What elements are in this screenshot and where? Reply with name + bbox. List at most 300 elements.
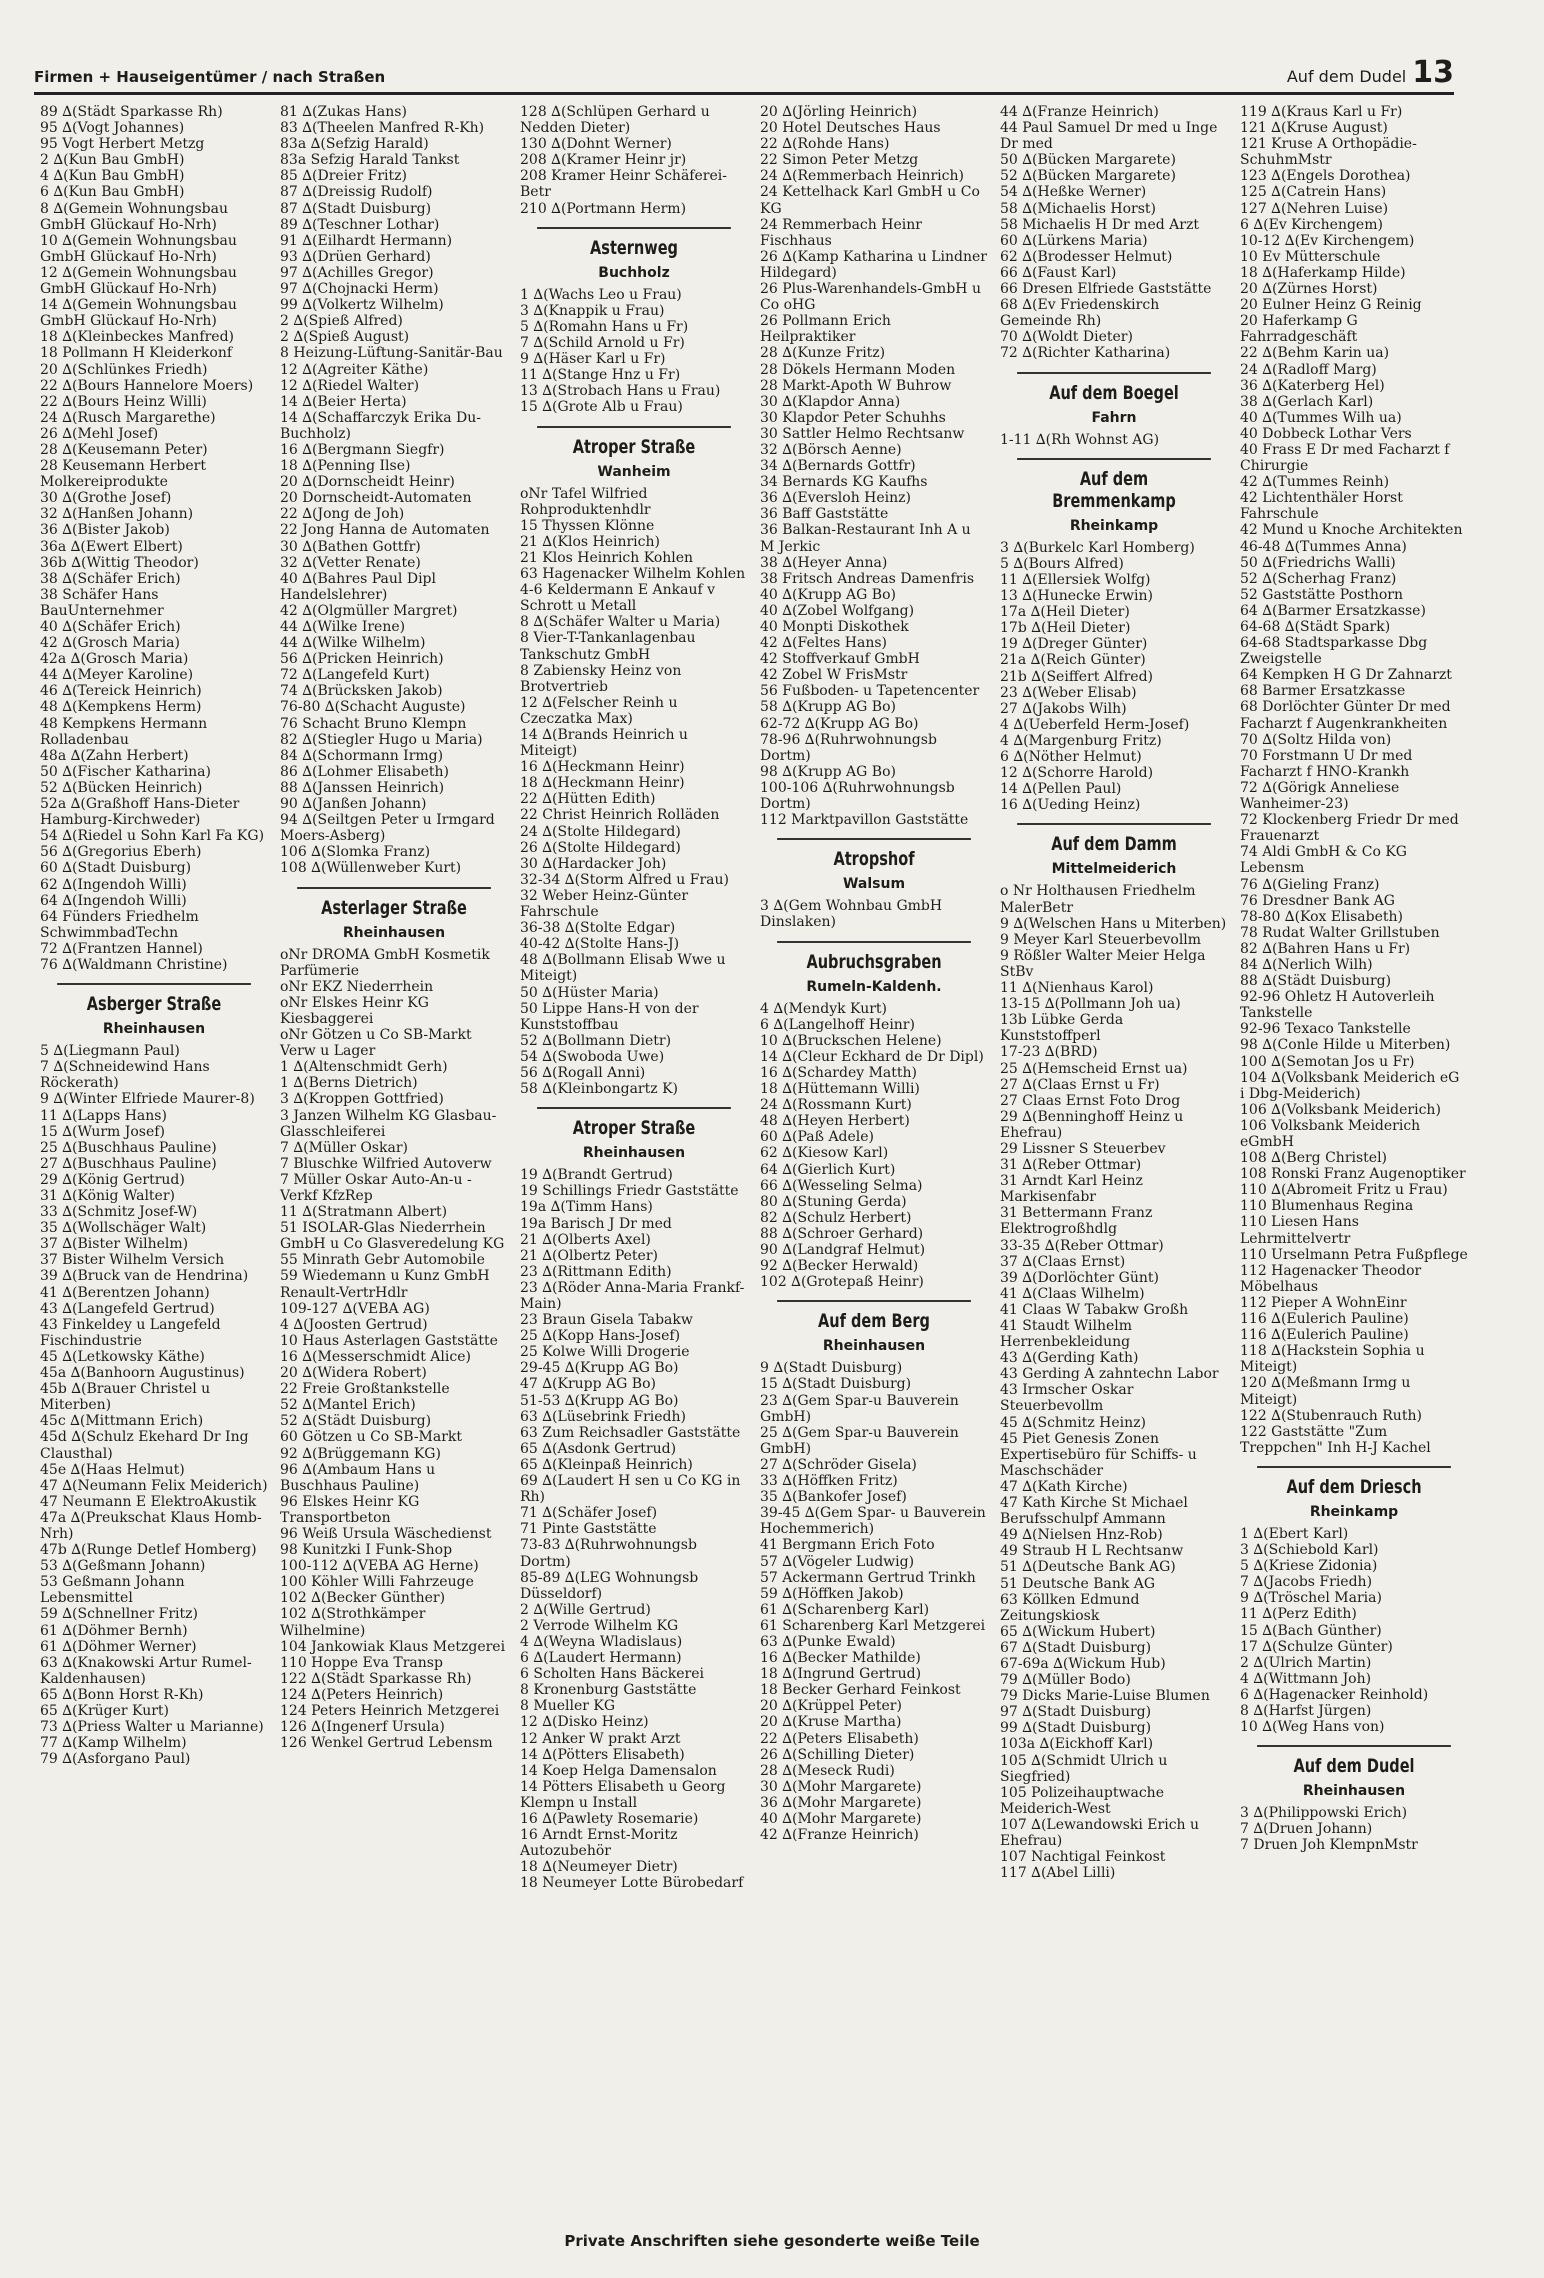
directory-entry: 14 ∆(Cleur Eckhard de Dr Dipl) [760, 1048, 984, 1065]
directory-entry: 12 ∆(Gemein Wohnungsbau GmbH Glückauf Ho-Nrh) [40, 264, 237, 298]
directory-entry: 29 Lissner S Steuerbev [1000, 1140, 1166, 1157]
directory-entry: 42 ∆(Tummes Reinh) [1240, 474, 1390, 491]
district-heading: Wanheim [597, 463, 671, 480]
district-heading: Rheinhausen [1302, 1783, 1406, 1800]
directory-entry: 52 ∆(Mantel Erich) [280, 1397, 416, 1414]
directory-entry: 99 ∆(Volkertz Wilhelm) [280, 297, 444, 314]
directory-entry: 18 Becker Gerhard Feinkost [760, 1682, 961, 1699]
directory-entry: 65 ∆(Wickum Hubert) [1000, 1623, 1156, 1640]
directory-entry: 19 ∆(Dreger Günter) [1000, 636, 1148, 653]
directory-entry: 15 ∆(Bach Günther) [1240, 1622, 1382, 1639]
directory-entry: 58 ∆(Kleinbongartz K) [520, 1081, 678, 1098]
directory-entry: 85 ∆(Dreier Fritz) [280, 168, 407, 185]
directory-entry: 81 ∆(Zukas Hans) [280, 104, 407, 120]
directory-entry: 66 ∆(Faust Karl) [1000, 264, 1117, 281]
directory-entry: 56 Fußboden- u Tapetencenter [760, 683, 980, 700]
directory-entry: oNr Götzen u Co SB-Markt Verw u Lager [280, 1027, 472, 1060]
directory-entry: 112 Pieper A WohnEinr [1240, 1294, 1407, 1311]
directory-entry: 47 Kath Kirche St Michael Berufsschulpf Ammann [1000, 1495, 1188, 1528]
directory-entry: oNr DROMA GmbH Kosmetik Parfümerie [280, 946, 490, 979]
directory-entry: 110 Blumenhaus Regina [1240, 1198, 1414, 1215]
directory-entry: 63 ∆(Punke Ewald) [760, 1633, 896, 1650]
directory-entry: 92-96 Texaco Tankstelle [1240, 1021, 1411, 1038]
directory-entry: 47 ∆(Krupp AG Bo) [520, 1376, 656, 1393]
directory-entry: 52 ∆(Scherhag Franz) [1240, 570, 1397, 587]
directory-entry: 36a ∆(Ewert Elbert) [40, 538, 183, 555]
directory-entry: 14 ∆(Gemein Wohnungsbau GmbH Glückauf Ho-Nrh) [40, 297, 237, 330]
directory-entry: 22 ∆(Behm Karin ua) [1240, 345, 1390, 362]
directory-entry: 31 Bettermann Franz Elektrogroßhdlg [1000, 1205, 1153, 1238]
directory-entry: 30 Sattler Helmo Rechtsanw [760, 425, 965, 442]
directory-entry: 87 ∆(Dreissig Rudolf) [280, 184, 433, 201]
directory-entry: 31 ∆(König Walter) [40, 1188, 175, 1204]
directory-entry: 62 ∆(Brodesser Helmut) [1000, 248, 1173, 265]
directory-entry: 36 Balkan-Restaurant Inh A u M Jerkic [760, 522, 971, 555]
directory-entry: 7 Müller Oskar Auto-An-u -Verkf KfzRep [280, 1171, 472, 1204]
directory-entry: 41 ∆(Claas Wilhelm) [1000, 1285, 1145, 1302]
directory-entry: 55 Minrath Gebr Automobile [280, 1252, 485, 1269]
directory-entry: 2 ∆(Wille Gertrud) [520, 1601, 651, 1618]
directory-entry: 54 ∆(Swoboda Uwe) [520, 1048, 665, 1065]
directory-entry: 25 Kolwe Willi Drogerie [520, 1344, 690, 1361]
directory-entry: 2 Verrode Wilhelm KG [520, 1617, 679, 1634]
directory-entry: 7 ∆(Müller Oskar) [280, 1139, 408, 1156]
directory-entry: 82 ∆(Schulz Herbert) [760, 1209, 912, 1226]
directory-entry: 87 ∆(Stadt Duisburg) [280, 200, 432, 217]
directory-entry: 37 Bister Wilhelm Versich [40, 1252, 225, 1269]
directory-entry: 53 ∆(Geßmann Johann) [40, 1558, 206, 1575]
directory-entry: 27 ∆(Schröder Gisela) [760, 1456, 917, 1473]
directory-entry: 61 Scharenberg Karl Metzgerei [760, 1617, 986, 1634]
directory-entry: 70 ∆(Woldt Dieter) [1000, 329, 1133, 346]
directory-entry: 38 Schäfer Hans BauUnternehmer [40, 586, 164, 619]
directory-entry: 78-80 ∆(Kox Elisabeth) [1240, 908, 1403, 925]
directory-entry: 112 Marktpavillon Gaststätte [760, 812, 969, 829]
directory-entry: 45 Piet Genesis Zonen Expertisebüro für Schiffs- u Maschschäder [1000, 1430, 1197, 1479]
directory-entry: 45a ∆(Banhoorn Augustinus) [40, 1365, 245, 1382]
directory-entry: 33-35 ∆(Reber Ottmar) [1000, 1237, 1164, 1254]
directory-entry: 58 ∆(Krupp AG Bo) [760, 699, 896, 716]
directory-entry: 112 Hagenacker Theodor Möbelhaus [1240, 1262, 1422, 1295]
directory-entry: 54 ∆(Heßke Werner) [1000, 184, 1147, 201]
directory-entry: 90 ∆(Janßen Johann) [280, 796, 427, 813]
directory-entry: 47 ∆(Kath Kirche) [1000, 1478, 1128, 1495]
directory-entry: 7 Druen Joh KlempnMstr [1240, 1837, 1418, 1854]
directory-entry: 23 ∆(Rittmann Edith) [520, 1263, 672, 1280]
directory-entry: 57 ∆(Vögeler Ludwig) [760, 1553, 915, 1570]
directory-entry: 22 ∆(Hütten Edith) [520, 791, 656, 808]
directory-entry: 36b ∆(Wittig Theodor) [40, 554, 199, 571]
directory-entry: 130 ∆(Dohnt Werner) [520, 136, 672, 153]
directory-entry: 14 ∆(Pellen Paul) [1000, 781, 1122, 798]
directory-entry: 39 ∆(Bruck van de Hendrina) [40, 1268, 249, 1285]
directory-entry: oNr Tafel Wilfried Rohproduktenhdlr [520, 485, 651, 518]
directory-entry: 8 ∆(Harfst Jürgen) [1240, 1703, 1372, 1719]
directory-entry: 8 Mueller KG [520, 1698, 616, 1715]
directory-entry: 64 Kempken H G Dr Zahnarzt [1240, 667, 1452, 684]
directory-entry: 21 ∆(Klos Heinrich) [520, 533, 660, 550]
directory-entry: 44 ∆(Wilke Irene) [280, 619, 406, 635]
directory-entry: 42 ∆(Franze Heinrich) [760, 1827, 919, 1844]
directory-entry: 32 ∆(Vetter Renate) [280, 554, 421, 571]
running-head [1287, 55, 1454, 90]
directory-entry: 64 ∆(Gierlich Kurt) [760, 1161, 896, 1178]
directory-entry: 49 Straub H L Rechtsanw [1000, 1543, 1184, 1560]
directory-entry: 41 ∆(Berentzen Johann) [40, 1284, 210, 1301]
district-heading: Buchholz [598, 264, 670, 281]
directory-entry: 85-89 ∆(LEG Wohnungsb Düsseldorf) [520, 1569, 699, 1602]
directory-entry: 21 ∆(Olbertz Peter) [520, 1247, 658, 1264]
directory-entry: 40 ∆(Zobel Wolfgang) [760, 602, 915, 619]
directory-entry: 47b ∆(Runge Detlef Homberg) [40, 1542, 257, 1559]
directory-entry: 70 Forstmann U Dr med Facharzt f HNO-Krankh [1240, 747, 1413, 780]
directory-entry: 64 ∆(Ingendoh Willi) [40, 892, 187, 909]
directory-entry: 124 Peters Heinrich Metzgerei [280, 1703, 500, 1719]
directory-entry: 106 Volksbank Meiderich eGmbH [1240, 1117, 1421, 1150]
directory-entry: 72 ∆(Richter Katharina) [1000, 345, 1171, 362]
directory-entry: 51 ∆(Deutsche Bank AG) [1000, 1559, 1176, 1576]
directory-entry: 100 Köhler Willi Fahrzeuge [280, 1574, 474, 1591]
directory-entry: 52 ∆(Bücken Heinrich) [40, 779, 203, 796]
directory-entry: 38 ∆(Schäfer Erich) [40, 570, 181, 587]
directory-entry: 40 ∆(Schäfer Erich) [40, 619, 181, 635]
directory-entry: 35 ∆(Bankofer Josef) [760, 1489, 907, 1506]
directory-entry: 96 ∆(Ambaum Hans u Buschhaus Pauline) [280, 1461, 436, 1494]
directory-entry: 41 Staudt Wilhelm Herrenbekleidung [1000, 1318, 1133, 1351]
directory-entry: 68 ∆(Ev Friedenskirch Gemeinde Rh) [1000, 297, 1160, 330]
directory-entry: oNr Elskes Heinr KG Kiesbaggerei [280, 994, 429, 1027]
directory-entry: 128 ∆(Schlüpen Gerhard u Nedden Dieter) [520, 104, 710, 137]
directory-entry: 19 ∆(Brandt Gertrud) [520, 1167, 673, 1184]
directory-entry: 96 Elskes Heinr KG Transportbeton [280, 1493, 420, 1526]
district-heading: Rheinkamp [1309, 1503, 1399, 1520]
directory-entry: 3 ∆(Schiebold Karl) [1240, 1542, 1379, 1559]
directory-entry: 76 Schacht Bruno Klempn [280, 715, 467, 732]
directory-entry: 43 Gerding A zahntechn Labor [1000, 1366, 1219, 1383]
directory-entry: 37 ∆(Bister Wilhelm) [40, 1236, 189, 1253]
directory-entry: 14 ∆(Pötters Elisabeth) [520, 1746, 685, 1763]
directory-entry: 20 Eulner Heinz G Reinig [1240, 297, 1422, 314]
directory-entry: 83 ∆(Theelen Manfred R-Kh) [280, 120, 485, 137]
directory-entry: 19a Barisch J Dr med [520, 1215, 672, 1232]
directory-entry: 27 ∆(Jakobs Wilh) [1000, 700, 1127, 717]
street-heading: Aubruchsgraben [777, 941, 971, 973]
directory-entry: 27 ∆(Buschhaus Pauline) [40, 1155, 217, 1172]
district-heading: Rheinhausen [102, 1021, 206, 1038]
directory-entry: 12 ∆(Felscher Reinh u Czeczatka Max) [520, 694, 678, 727]
directory-entry: 83a Sefzig Harald Tankst [280, 152, 460, 169]
directory-entry: 45e ∆(Haas Helmut) [40, 1461, 185, 1478]
directory-entry: 65 ∆(Krüger Kurt) [40, 1703, 170, 1719]
directory-entry: 20 ∆(Kruse Martha) [760, 1714, 902, 1731]
directory-entry: 60 ∆(Stadt Duisburg) [40, 860, 192, 877]
directory-entry: 68 Dorlöchter Günter Dr med Facharzt f Augenkrankheiten [1240, 699, 1451, 732]
directory-entry: 32 ∆(Hanßen Johann) [40, 506, 194, 523]
directory-entry: 42 Mund u Knoche Architekten [1240, 522, 1463, 539]
directory-entry: 9 ∆(Tröschel Maria) [1240, 1590, 1382, 1607]
directory-entry: 8 Vier-T-Tankanlagenbau Tankschutz GmbH [520, 630, 696, 663]
directory-entry: 30 Klapdor Peter Schuhhs [760, 409, 946, 426]
directory-entry: 8 ∆(Gemein Wohnungsbau GmbH Glückauf Ho-Nrh) [40, 200, 228, 233]
directory-entry: 72 ∆(Langefeld Kurt) [280, 667, 430, 684]
directory-entry: 22 ∆(Bours Heinz Willi) [40, 393, 207, 410]
directory-entry: 8 Heizung-Lüftung-Sanitär-Bau [280, 345, 503, 362]
directory-entry: 48a ∆(Zahn Herbert) [40, 747, 189, 764]
directory-entry: 18 ∆(Ingrund Gertrud) [760, 1666, 922, 1683]
directory-entry: 26 ∆(Mehl Josef) [40, 425, 159, 442]
directory-entry: 100-112 ∆(VEBA AG Herne) [280, 1558, 479, 1575]
directory-entry: 78 Rudat Walter Grillstuben [1240, 924, 1440, 941]
directory-entry: 26 ∆(Stolte Hildegard) [520, 839, 681, 856]
directory-entry: 35 ∆(Wollschäger Walt) [40, 1220, 207, 1237]
directory-entry: 18 ∆(Hüttemann Willi) [760, 1081, 920, 1098]
directory-entry: 18 ∆(Heckmann Heinr) [520, 775, 685, 792]
directory-entry: 20 ∆(Jörling Heinrich) [760, 104, 918, 120]
directory-entry: 65 ∆(Kleinpaß Heinrich) [520, 1456, 693, 1473]
directory-entry: 5 ∆(Kriese Zidonia) [1240, 1558, 1378, 1575]
district-heading: Mittelmeiderich [1051, 861, 1177, 878]
directory-entry: 52 ∆(Bücken Margarete) [1000, 168, 1176, 185]
directory-entry: 50 ∆(Hüster Maria) [520, 984, 659, 1001]
directory-entry: 22 ∆(Bours Hannelore Moers) [40, 377, 254, 394]
directory-entry: 103a ∆(Eickhoff Karl) [1000, 1736, 1154, 1753]
directory-entry: 25 ∆(Kopp Hans-Josef) [520, 1328, 681, 1345]
directory-entry: 108 Ronski Franz Augenoptiker [1240, 1166, 1466, 1183]
directory-entry: 52 ∆(Städt Duisburg) [280, 1413, 432, 1430]
directory-entry: 40 ∆(Krupp AG Bo) [760, 586, 896, 603]
district-heading: Rheinhausen [822, 1338, 926, 1355]
directory-entry: 57 Ackermann Gertrud Trinkh [760, 1569, 976, 1586]
directory-entry: 123 ∆(Engels Dorothea) [1240, 168, 1411, 185]
page-section-title: Firmen + Hauseigentümer / nach Straßen [34, 68, 386, 86]
directory-entry: 109-127 ∆(VEBA AG) [280, 1300, 430, 1317]
directory-entry: 50 ∆(Bücken Margarete) [1000, 152, 1176, 169]
directory-entry: 5 ∆(Romahn Hans u Fr) [520, 318, 689, 335]
directory-entry: 41 Claas W Tabakw Großh [1000, 1301, 1189, 1318]
directory-entry: 8 Zabiensky Heinz von Brotvertrieb [520, 662, 682, 695]
district-heading: Rheinhausen [582, 1145, 686, 1162]
directory-entry: 1-11 ∆(Rh Wohnst AG) [1000, 431, 1160, 448]
directory-entry: 38 ∆(Heyer Anna) [760, 554, 888, 571]
directory-entry: 36 ∆(Bister Jakob) [40, 522, 170, 539]
directory-entry: 59 ∆(Höffken Jakob) [760, 1585, 904, 1602]
directory-entry: 42 Stoffverkauf GmbH [760, 651, 920, 668]
directory-entry: 37 ∆(Claas Ernst) [1000, 1253, 1126, 1270]
directory-entry: 1 ∆(Wachs Leo u Frau) [520, 286, 682, 303]
directory-entry: 121 ∆(Kruse August) [1240, 120, 1388, 137]
directory-entry: 36 Baff Gaststätte [760, 506, 889, 523]
directory-entry: 25 ∆(Buschhaus Pauline) [40, 1139, 217, 1156]
column-1 [34, 104, 274, 2214]
directory-entry: 60 Götzen u Co SB-Markt [280, 1429, 463, 1446]
directory-entry: 4 ∆(Wittmann Joh) [1240, 1670, 1372, 1687]
directory-entry: 34 Bernards KG Kaufhs [760, 474, 928, 491]
directory-entry: 1 ∆(Berns Dietrich) [280, 1075, 418, 1092]
page-number: 13 [1412, 55, 1454, 90]
directory-entry: 42 ∆(Grosch Maria) [40, 635, 180, 652]
directory-entry: 30 ∆(Grothe Josef) [40, 490, 172, 507]
directory-entry: 26 ∆(Schilling Dieter) [760, 1746, 915, 1763]
directory-entry: 208 ∆(Kramer Heinr jr) [520, 152, 687, 169]
directory-entry: 2 ∆(Ulrich Martin) [1240, 1654, 1372, 1671]
directory-entry: 30 ∆(Klapdor Anna) [760, 393, 901, 410]
directory-entry: 15 Thyssen Klönne [520, 517, 655, 534]
directory-entry: 22 Freie Großtankstelle [280, 1381, 450, 1398]
directory-entry: 36 ∆(Mohr Margarete) [760, 1794, 922, 1811]
directory-entry: 60 ∆(Paß Adele) [760, 1129, 875, 1146]
directory-entry: 82 ∆(Stiegler Hugo u Maria) [280, 731, 483, 748]
directory-entry: 90 ∆(Landgraf Helmut) [760, 1242, 926, 1258]
directory-entry: 12 ∆(Agreiter Käthe) [280, 361, 429, 378]
directory-entry: 2 ∆(Spieß August) [280, 329, 410, 346]
directory-entry: 124 ∆(Peters Heinrich) [280, 1686, 444, 1703]
directory-entry: 47a ∆(Preukschat Klaus Homb-Nrh) [40, 1509, 262, 1542]
directory-entry: 210 ∆(Portmann Herm) [520, 200, 687, 217]
directory-entry: 76 ∆(Gieling Franz) [1240, 876, 1380, 893]
directory-entry: 44 ∆(Meyer Karoline) [40, 667, 194, 684]
directory-entry: 6 ∆(Laudert Hermann) [520, 1650, 682, 1667]
directory-entry: 89 ∆(Teschner Lothar) [280, 216, 440, 233]
directory-entry: 84 ∆(Schormann Irmg) [280, 747, 444, 764]
directory-entry: 74 ∆(Brücksken Jakob) [280, 683, 443, 700]
street-heading: Asberger Straße [57, 983, 251, 1015]
directory-entry: 22 Christ Heinrich Rolläden [520, 807, 720, 824]
directory-entry: 50 Lippe Hans-H von der Kunststoffbau [520, 1000, 699, 1033]
directory-entry: 20 ∆(Dornscheidt Heinr) [280, 474, 455, 491]
directory-entry: 11 ∆(Stratmann Albert) [280, 1204, 448, 1221]
directory-entry: 79 Dicks Marie-Luise Blumen [1000, 1688, 1210, 1705]
directory-entry: oNr EKZ Niederrhein [280, 978, 434, 995]
directory-entry: 32 ∆(Börsch Aenne) [760, 441, 902, 458]
directory-entry: 15 ∆(Wurm Josef) [40, 1123, 165, 1140]
directory-entry: 25 ∆(Gem Spar-u Bauverein GmbH) [760, 1424, 959, 1457]
district-heading: Fahrn [1091, 409, 1137, 426]
directory-entry: 83a ∆(Sefzig Harald) [280, 136, 429, 153]
directory-entry: 24 ∆(Radloff Marg) [1240, 361, 1377, 378]
directory-entry: 62 ∆(Ingendoh Willi) [40, 876, 187, 893]
directory-entry: 63 Köllken Edmund Zeitungskiosk [1000, 1591, 1140, 1624]
directory-entry: 116 ∆(Eulerich Pauline) [1240, 1311, 1409, 1328]
street-heading: Asternweg [537, 227, 731, 259]
directory-entry: 50 ∆(Fischer Katharina) [40, 763, 211, 780]
directory-entry: 68 Barmer Ersatzkasse [1240, 683, 1406, 700]
directory-entry: 9 Rößler Walter Meier Helga StBv [1000, 947, 1206, 980]
directory-entry: 77 ∆(Kamp Wilhelm) [40, 1735, 187, 1752]
directory-entry: 28 Markt-Apoth W Buhrow [760, 377, 952, 394]
directory-entry: 24 ∆(Stolte Hildegard) [520, 823, 681, 840]
directory-entry: 16 ∆(Pawlety Rosemarie) [520, 1811, 699, 1827]
directory-entry: 45 ∆(Schmitz Heinz) [1000, 1414, 1146, 1431]
directory-entry: 23 Braun Gisela Tabakw [520, 1312, 693, 1329]
directory-entry: 82 ∆(Bahren Hans u Fr) [1240, 940, 1411, 957]
directory-entry: 42 Lichtenthäler Horst Fahrschule [1240, 490, 1403, 523]
directory-entry: 12 ∆(Riedel Walter) [280, 377, 420, 394]
directory-entry: 52 Gaststätte Posthorn [1240, 586, 1403, 603]
directory-entry: 3 ∆(Kroppen Gottfried) [280, 1091, 444, 1108]
directory-entry: 28 Keusemann Herbert Molkereiprodukte [40, 458, 206, 491]
directory-entry: 52 ∆(Bollmann Dietr) [520, 1032, 672, 1049]
directory-entry: 70 ∆(Soltz Hilda von) [1240, 731, 1392, 748]
directory-entry: 42 Zobel W FrisMstr [760, 667, 908, 684]
directory-columns [34, 104, 1474, 2214]
directory-entry: 13b Lübke Gerda Kunststoffperl [1000, 1012, 1124, 1045]
directory-entry: 56 ∆(Gregorius Eberh) [40, 844, 202, 861]
directory-entry: 4-6 Keldermann E Ankauf v Schrott u Metall [520, 582, 716, 615]
directory-entry: 39 ∆(Dorlöchter Günt) [1000, 1269, 1159, 1286]
directory-entry: 42 ∆(Feltes Hans) [760, 635, 887, 652]
directory-entry: 24 ∆(Remmerbach Heinrich) [760, 168, 964, 185]
directory-entry: 62 ∆(Kiesow Karl) [760, 1145, 889, 1162]
directory-entry: 1 ∆(Ebert Karl) [1240, 1525, 1349, 1542]
directory-entry: 20 ∆(Schlünkes Friedh) [40, 361, 208, 378]
directory-entry: 108 ∆(Berg Christel) [1240, 1150, 1388, 1167]
directory-entry: 30 ∆(Mohr Margarete) [760, 1778, 922, 1795]
directory-entry: 66 ∆(Wesseling Selma) [760, 1177, 923, 1194]
directory-entry: 110 Liesen Hans Lehrmittelvertr [1240, 1214, 1359, 1247]
directory-entry: 45b ∆(Brauer Christel u Miterben) [40, 1381, 211, 1414]
directory-entry: 18 Neumeyer Lotte Bürobedarf [520, 1875, 744, 1892]
street-heading: Atroper Straße [537, 1107, 731, 1139]
directory-entry: 38 Fritsch Andreas Damenfris [760, 570, 974, 587]
street-heading: Auf dem Bremmenkamp [1017, 458, 1211, 512]
directory-entry: 22 Simon Peter Metzg [760, 152, 919, 169]
directory-entry: 49 ∆(Nielsen Hnz-Rob) [1000, 1527, 1163, 1544]
directory-entry: 16 ∆(Bergmann Siegfr) [280, 441, 445, 458]
directory-entry: 66 Dresen Elfriede Gaststätte [1000, 281, 1212, 298]
directory-entry: 21 ∆(Olberts Axel) [520, 1231, 651, 1248]
directory-entry: 7 ∆(Jacobs Friedh) [1240, 1574, 1373, 1591]
directory-entry: 23 ∆(Gem Spar-u Bauverein GmbH) [760, 1392, 959, 1425]
directory-entry: 79 ∆(Asforgano Paul) [40, 1751, 191, 1768]
directory-entry: 122 ∆(Stubenrauch Ruth) [1240, 1407, 1422, 1424]
directory-entry: 43 ∆(Gerding Kath) [1000, 1350, 1139, 1367]
directory-entry: 47 ∆(Neumann Felix Meiderich) [40, 1477, 268, 1494]
directory-entry: 38 ∆(Gerlach Karl) [1240, 393, 1374, 410]
directory-entry: 62-72 ∆(Krupp AG Bo) [760, 715, 919, 732]
directory-entry: 14 Koep Helga Damensalon [520, 1762, 717, 1779]
directory-entry: 19a ∆(Timm Hans) [520, 1199, 653, 1216]
directory-entry: 44 ∆(Wilke Wilhelm) [280, 635, 426, 652]
column-5 [994, 104, 1234, 2214]
directory-entry: 51 ISOLAR-Glas Niederrhein GmbH u Co Glasveredelung KG [280, 1220, 505, 1253]
street-heading: Auf dem Driesch [1257, 1466, 1451, 1498]
directory-entry: 110 ∆(Abromeit Fritz u Frau) [1240, 1182, 1448, 1199]
directory-entry: 14 Pötters Elisabeth u Georg Klempn u Install [520, 1778, 726, 1811]
directory-entry: 80 ∆(Stuning Gerda) [760, 1193, 907, 1210]
directory-entry: 76 Dresdner Bank AG [1240, 892, 1395, 909]
directory-entry: 63 Zum Reichsadler Gaststätte [520, 1424, 741, 1441]
directory-entry: 41 Bergmann Erich Foto [760, 1537, 935, 1554]
directory-entry: 94 ∆(Seiltgen Peter u Irmgard Moers-Asberg) [280, 812, 495, 845]
directory-entry: 10 ∆(Weg Hans von) [1240, 1719, 1385, 1736]
directory-entry: 98 ∆(Krupp AG Bo) [760, 763, 896, 780]
directory-entry: 92 ∆(Becker Herwald) [760, 1258, 919, 1275]
directory-entry: 88 ∆(Janssen Heinrich) [280, 779, 445, 796]
directory-entry: 27 ∆(Claas Ernst u Fr) [1000, 1076, 1160, 1093]
directory-entry: 20 Haferkamp G Fahrradgeschäft [1240, 313, 1358, 346]
directory-entry: 98 Kunitzki I Funk-Shop [280, 1542, 453, 1559]
directory-entry: 92-96 Ohletz H Autoverleih Tankstelle [1240, 989, 1435, 1022]
directory-entry: 14 ∆(Beier Herta) [280, 393, 407, 410]
directory-entry: 2 ∆(Kun Bau GmbH) [40, 152, 185, 169]
directory-entry: 34 ∆(Bernards Gottfr) [760, 458, 916, 475]
directory-entry: 6 ∆(Kun Bau GmbH) [40, 184, 185, 201]
directory-entry: 26 Plus-Warenhandels-GmbH u Co oHG [760, 281, 981, 314]
directory-entry: 32-34 ∆(Storm Alfred u Frau) [520, 871, 729, 888]
directory-entry: 6 ∆(Langelhoff Heinr) [760, 1016, 915, 1033]
directory-entry: 10 ∆(Bruckschen Helene) [760, 1032, 942, 1049]
directory-entry: 20 ∆(Krüppel Peter) [760, 1698, 902, 1715]
